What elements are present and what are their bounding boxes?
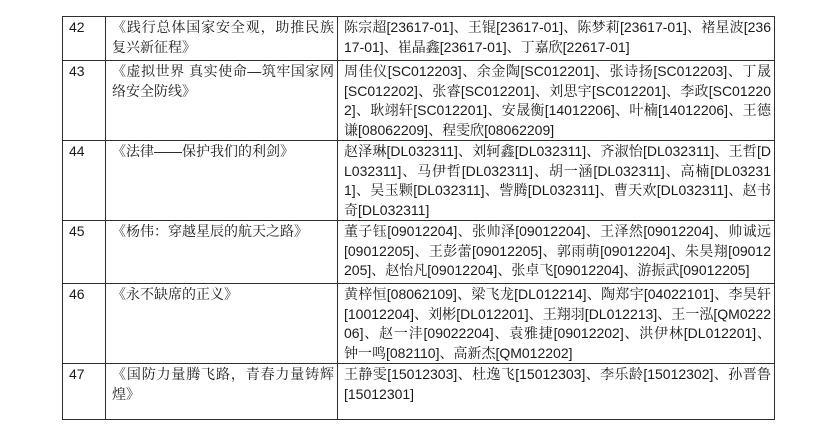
table-row [63, 61, 775, 141]
works-members-table [62, 16, 775, 420]
row-index-cell: 43 [63, 61, 106, 141]
members-cell: 黄梓恒[08062109]、梁飞龙[DL012214]、陶郑宇[04022101]、李昊轩[10012204]、刘彬[DL012201]、王翔羽[DL012213]、王一泓[QM022206]、赵一沣[09022204]、袁雅捷[09012202]、洪伊林[DL012201]、钟一鸣[082110]、高新杰[QM012202] [338, 284, 775, 364]
row-index-cell: 47 [63, 364, 106, 420]
work-title-cell: 《杨伟：穿越星辰的航天之路》 [106, 221, 338, 284]
work-title-cell: 《国防力量腾飞路，青春力量铸辉煌》 [106, 364, 338, 420]
work-title-cell: 《永不缺席的正义》 [106, 284, 338, 364]
work-title-cell: 《虚拟世界 真实使命—筑牢国家网络安全防线》 [106, 61, 338, 141]
members-cell: 周佳仪[SC012203]、余金陶[SC012201]、张诗扬[SC012203]、丁晟[SC012202]、张睿[SC012201]、刘思宇[SC012201]、李政[SC012202]、耿翊轩[SC012201]、安晟衡[14012206]、叶楠[14012206]、王德谦[08062209]、程雯欣[08062209] [338, 61, 775, 141]
work-title-cell: 《法律——保护我们的利剑》 [106, 141, 338, 221]
table-row [63, 221, 775, 284]
row-index-cell: 44 [63, 141, 106, 221]
table-row [63, 17, 775, 61]
members-cell: 陈宗超[23617-01]、王锟[23617-01]、陈梦莉[23617-01]、褚星波[23617-01]、崔晶鑫[23617-01]、丁嘉欣[22617-01] [338, 17, 775, 61]
work-title-cell: 《践行总体国家安全观，助推民族复兴新征程》 [106, 17, 338, 61]
table-row [63, 284, 775, 364]
members-cell: 王静雯[15012303]、杜逸飞[15012303]、李乐龄[15012302]、孙晋鲁[15012301] [338, 364, 775, 420]
row-index-cell: 42 [63, 17, 106, 61]
row-index-cell: 46 [63, 284, 106, 364]
members-cell: 赵泽琳[DL032311]、刘轲鑫[DL032311]、齐淑怡[DL032311]、王哲[DL032311]、马伊哲[DL032311]、胡一涵[DL032311]、高楠[DL032311]、吴玉颗[DL032311]、訾腾[DL032311]、曹天欢[DL032311]、赵书奇[DL032311] [338, 141, 775, 221]
row-index-cell: 45 [63, 221, 106, 284]
members-cell: 董子钰[09012204]、张帅泽[09012204]、王泽然[09012204]、帅诚远[09012205]、王彭蕾[09012205]、郭雨萌[09012204]、朱昊翔[09012205]、赵怡凡[09012204]、张卓飞[09012204]、游振武[09012205] [338, 221, 775, 284]
table-row [63, 141, 775, 221]
table-row [63, 364, 775, 420]
